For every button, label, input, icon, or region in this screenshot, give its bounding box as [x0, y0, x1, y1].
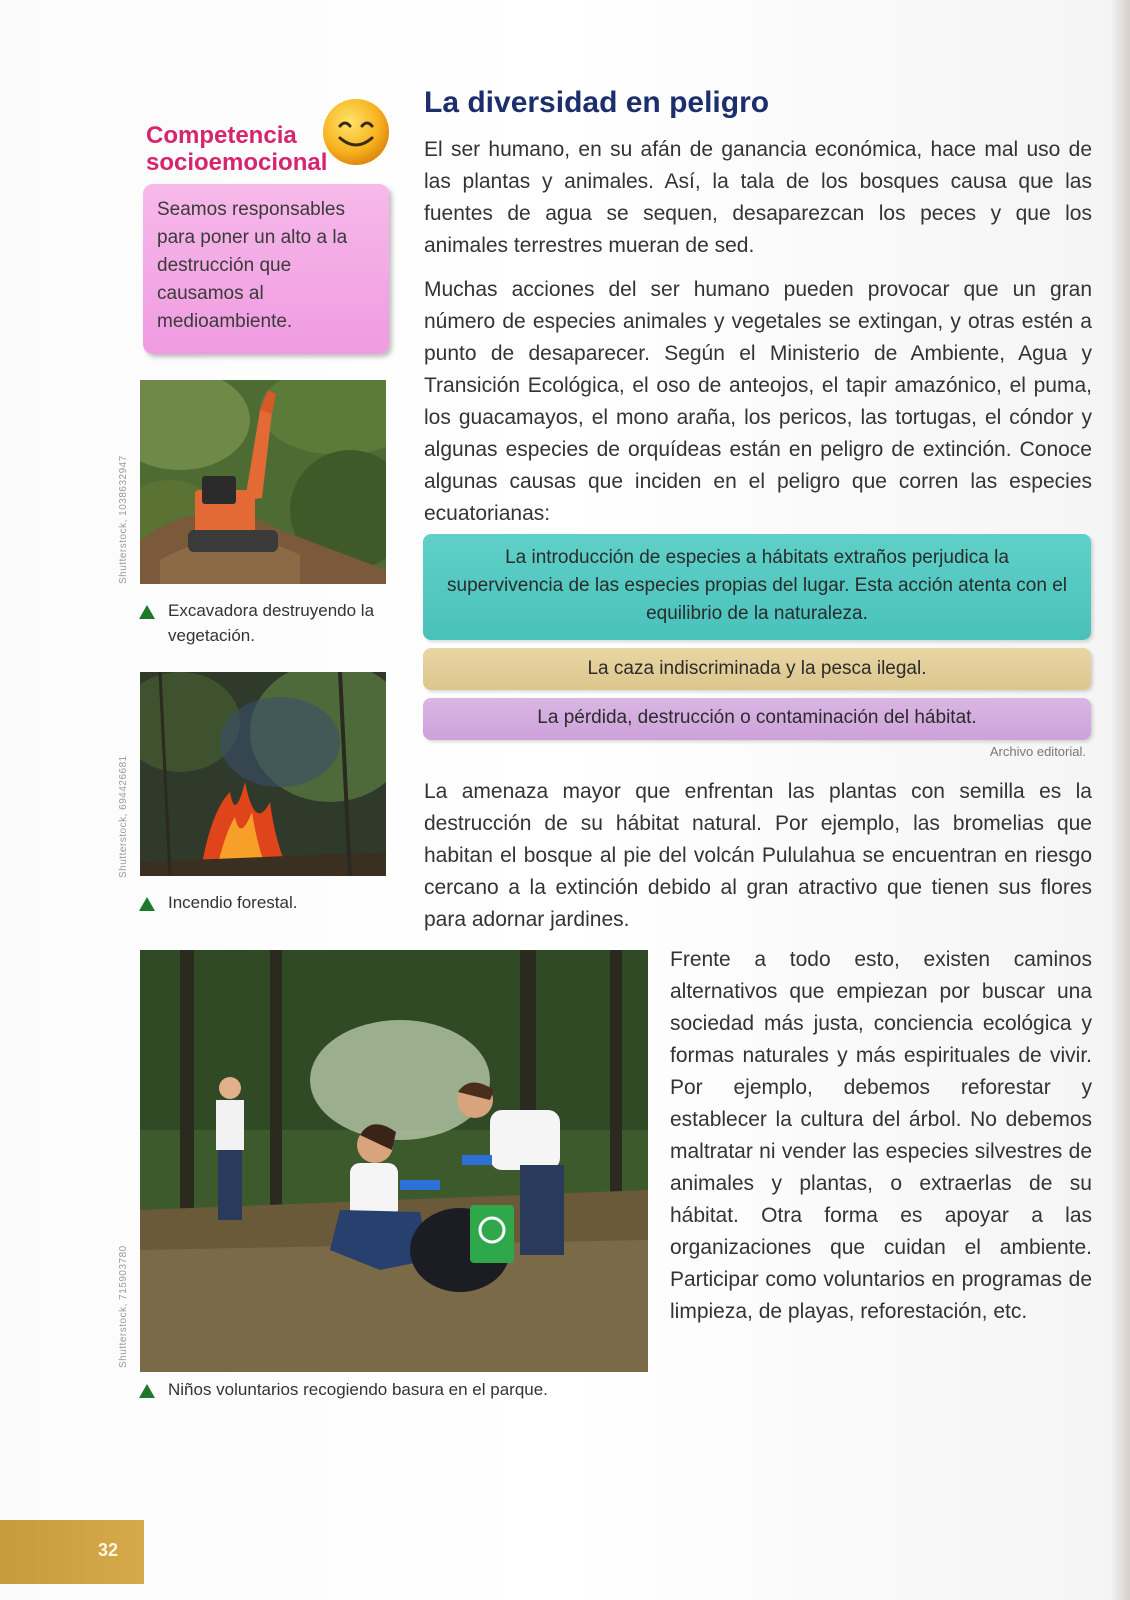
cause-band-habitat: La pérdida, destrucción o contaminación del hábitat.	[423, 698, 1091, 740]
caption-triangle-icon	[139, 605, 155, 619]
cause-band-introduction: La introducción de especies a hábitats extraños perjudica la supervivencia de las especies propias del lugar. Esta acción atenta con el equilibrio de la naturaleza.	[423, 534, 1091, 640]
photo-credit: Shutterstock, 715903780	[118, 1245, 129, 1368]
smiley-face-icon	[320, 96, 392, 168]
competencia-text: Seamos responsables para poner un alto a la destrucción que causamos al medioambiente.	[157, 199, 348, 332]
archivo-credit: Archivo editorial.	[989, 744, 1086, 759]
excavator-caption: Excavadora destruyendo la vegetación.	[168, 601, 375, 645]
caption-triangle-icon	[139, 897, 155, 911]
competencia-title: Competencia socioemocional	[146, 122, 328, 176]
page-edge-shadow	[1110, 0, 1130, 1600]
paragraph-3: La amenaza mayor que enfrentan las plantas con semilla es la destrucción de su hábitat natural. Por ejemplo, las bromelias que habitan el bosque al pie del volcán Pululahua se encuentran en riesgo cercano a la extinción debido al gran atractivo que tienen sus flores para adornar jardines.	[424, 780, 1092, 931]
caption-triangle-icon	[139, 1384, 155, 1398]
paragraph-1: El ser humano, en su afán de ganancia económica, hace mal uso de las plantas y animales. Así, la tala de los bosques causa que las fuentes de agua se sequen, desaparezcan los peces y que los animales terrestres mueran de sed.	[424, 138, 1092, 257]
volunteers-caption: Niños voluntarios recogiendo basura en el parque.	[168, 1380, 548, 1399]
photo-credit: Shutterstock, 1038632947	[118, 455, 129, 584]
paragraph-2: Muchas acciones del ser humano pueden provocar que un gran número de especies animales y vegetales se extingan, y otras estén a punto de desaparecer. Según el Ministerio de Ambiente, Agua y Transición Ecológica, el oso de anteojos, el tapir amazónico, el puma, los guacamayos, el mono araña, los pericos, las tortugas, el cóndor y algunas especies de orquídeas están en peligro de extinción. Conoce algunas causas que inciden en el peligro que corren las especies ecuatorianas:	[424, 278, 1092, 525]
excavator-photo	[140, 380, 386, 584]
page-number: 32	[98, 1540, 119, 1560]
paragraph-4: Frente a todo esto, existen caminos alternativos que empiezan por buscar una sociedad más justa, conciencia ecológica y formas naturales y más espirituales de vivir. Por ejemplo, debemos reforestar y establecer la cultura del árbol. No debemos maltratar ni vender las especies silvestres de animales y plantas, o extraerlas de su hábitat. Otra forma es apoyar a las organizaciones que cuidan el ambiente. Participar como voluntarios en programas de limpieza, de playas, reforestación, etc.	[670, 948, 1092, 1323]
section-title: La diversidad en peligro	[424, 86, 770, 119]
cause-band-hunting: La caza indiscriminada y la pesca ilegal.	[423, 648, 1091, 690]
forest-fire-photo	[140, 672, 386, 876]
fire-caption: Incendio forestal.	[168, 893, 298, 912]
volunteers-photo	[140, 950, 648, 1372]
page-number-tab	[0, 1520, 144, 1584]
photo-credit: Shutterstock, 694426681	[118, 755, 129, 878]
competencia-box	[143, 184, 389, 354]
